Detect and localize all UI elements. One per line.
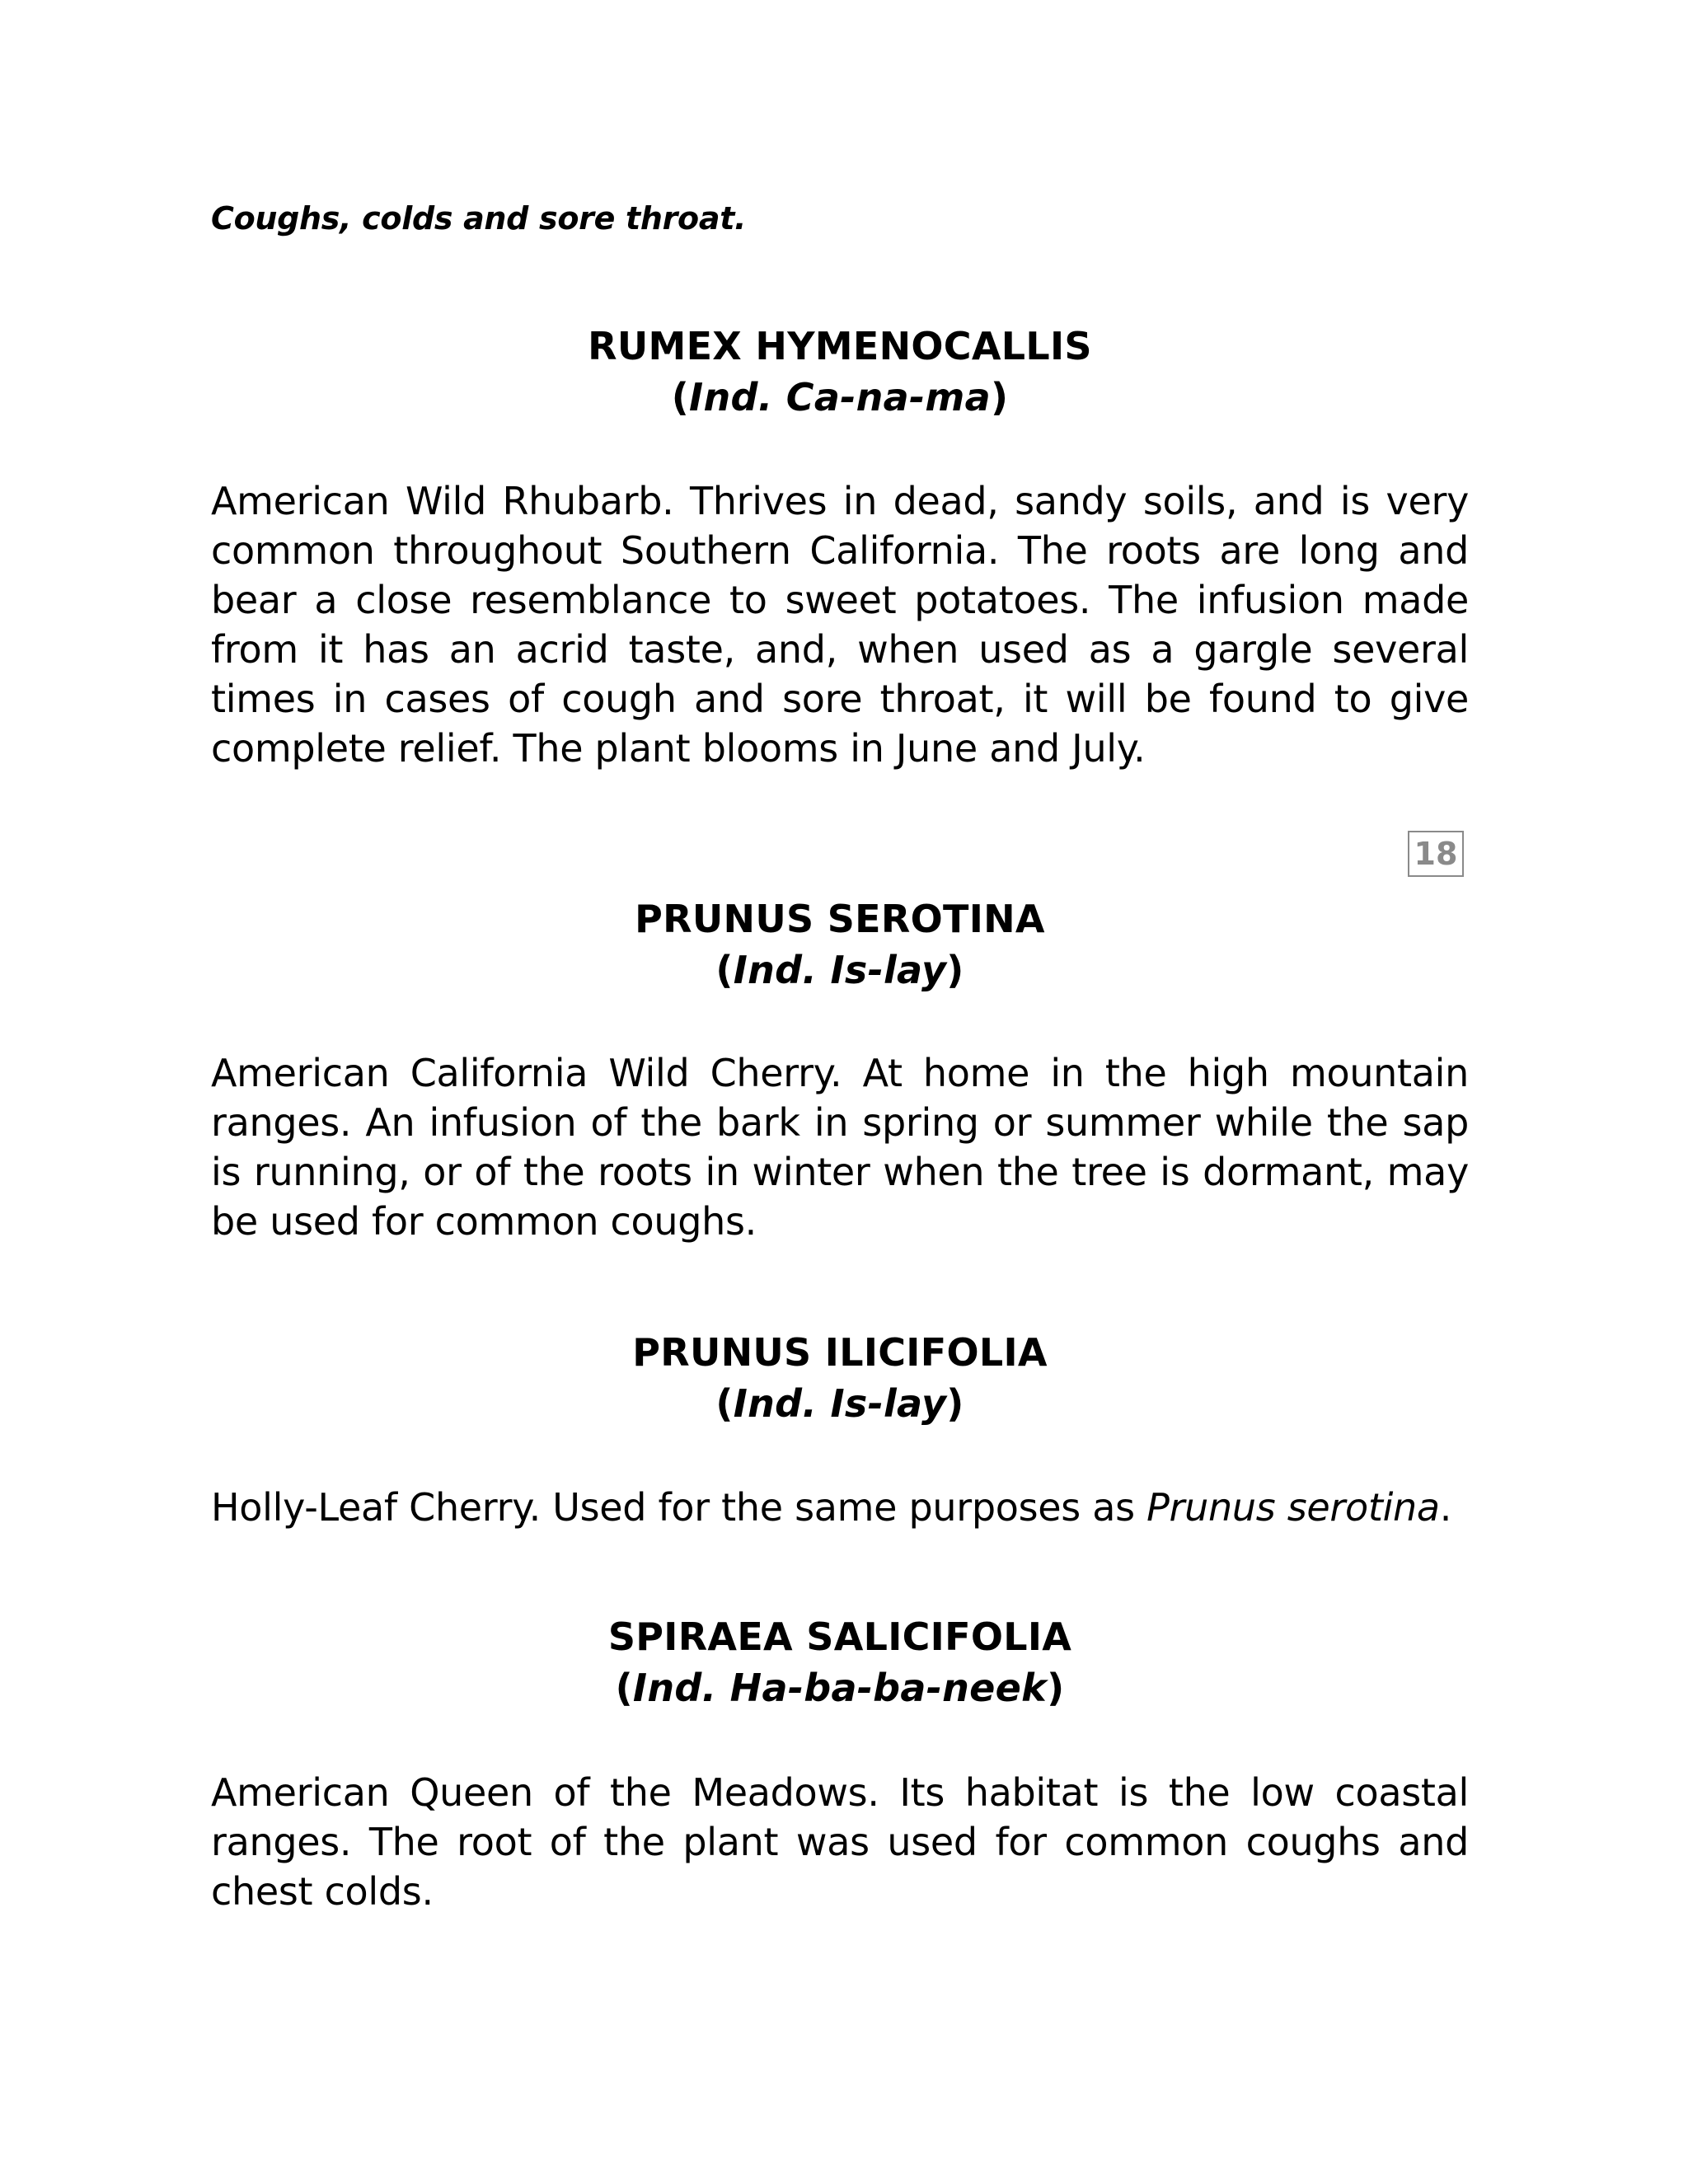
paren-open: ( [715,1381,734,1426]
species-reference: Prunus serotina [1146,1485,1440,1530]
entry-title [211,1327,1469,1429]
entry-title [211,1611,1469,1713]
entry-description [211,1483,1469,1532]
paren-open: ( [671,375,690,419]
section-heading: Coughs, colds and sore throat. [211,200,747,237]
paren-open: ( [615,1666,633,1710]
paren-close: ) [990,375,1009,419]
entry-description: American Queen of the Meadows. Its habitat is the low coastal ranges. The root of the plant was used for common coughs and chest colds. [211,1770,1469,1914]
indian-name-line [211,944,1469,996]
indian-name: Ind. Ha-ba-ba-neek [632,1666,1048,1710]
indian-name: Ind. Is-lay [733,948,947,992]
indian-name: Ind. Ca-na-ma [689,375,991,419]
paren-open: ( [715,948,734,992]
entry-name: PRUNUS SEROTINA [635,897,1045,941]
entry-title [211,893,1469,996]
description-text: Holly-Leaf Cherry. Used for the same purposes as [211,1485,1147,1530]
paren-close: ) [946,948,964,992]
description-end: . [1439,1485,1452,1530]
entry-name: RUMEX HYMENOCALLIS [588,324,1092,368]
entry-description: American Wild Rhubarb. Thrives in dead, sandy soils, and is very common throughout Southern California. The roots are long and bear a close resemblance to sweet potatoes. The infusion made from it has an acrid taste, and, when used as a gargle several times in cases of cough and sore throat, it will be found to give complete relief. The plant blooms in June and July. [211,479,1469,771]
indian-name-line [211,1662,1469,1713]
paren-close: ) [946,1381,964,1426]
indian-name-line [211,1378,1469,1429]
indian-name-line [211,372,1469,423]
page-number-badge: 18 [1408,831,1464,877]
entry-description: American California Wild Cherry. At home in the high mountain ranges. An infusion of the bark in spring or summer while the sap is running, or of the roots in winter when the tree is dormant, may be used for common coughs. [211,1051,1469,1244]
entry-title [211,321,1469,423]
entry-name: PRUNUS ILICIFOLIA [632,1330,1048,1375]
paren-close: ) [1047,1666,1065,1710]
indian-name: Ind. Is-lay [733,1381,947,1426]
entry-name: SPIRAEA SALICIFOLIA [607,1615,1072,1659]
